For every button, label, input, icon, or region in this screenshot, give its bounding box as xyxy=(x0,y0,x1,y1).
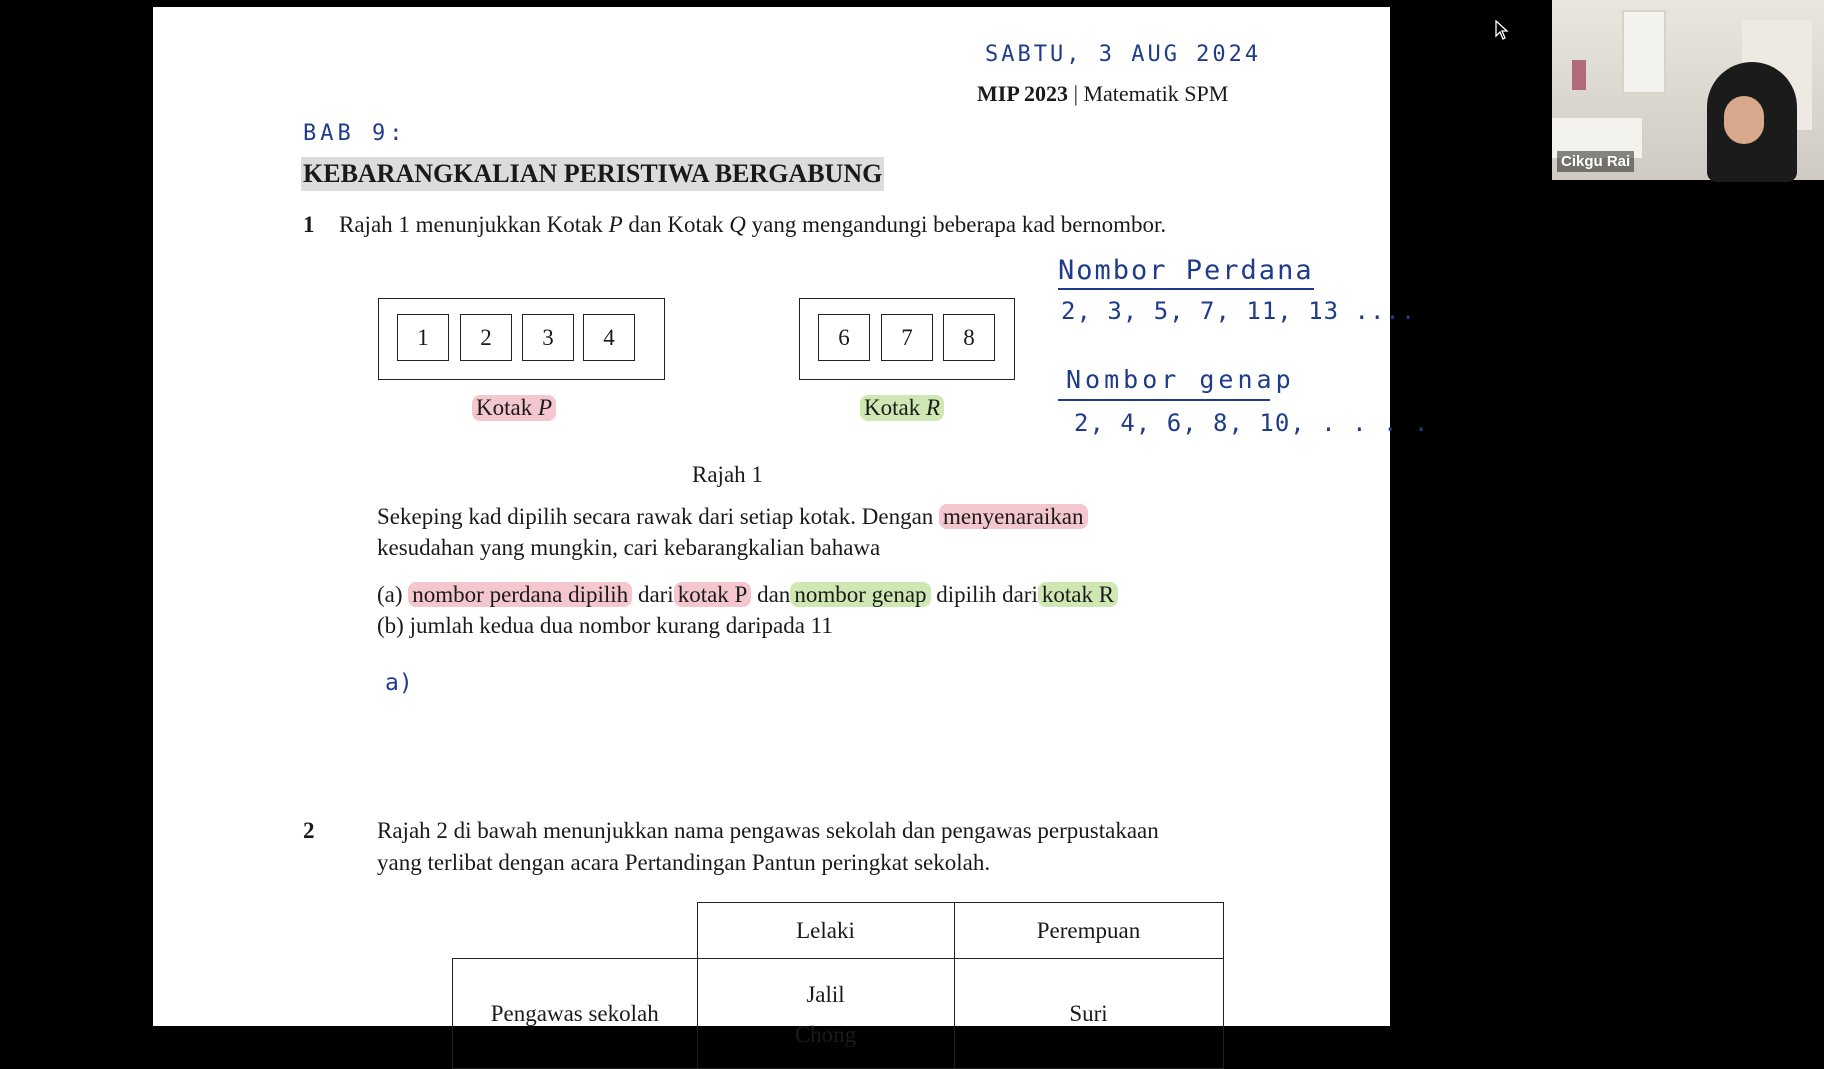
mouse-pointer-icon xyxy=(1495,20,1509,40)
table-row-label: Pengawas sekolah xyxy=(453,959,698,1069)
table-header: Lelaki xyxy=(697,903,954,959)
card: 8 xyxy=(943,314,995,361)
part-a: (a) nombor perdana dipilih dari kotak P dan nombor genap dipilih dari kotak R xyxy=(377,582,1118,608)
card: 6 xyxy=(818,314,870,361)
card: 7 xyxy=(881,314,933,361)
header-subject: Matematik SPM xyxy=(1083,81,1229,106)
box-p xyxy=(378,298,665,380)
question-2-line-2: yang terlibat dengan acara Pertandingan Pantun peringkat sekolah. xyxy=(377,850,991,875)
header-separator: | xyxy=(1068,81,1084,106)
document-header xyxy=(977,81,1228,107)
handwritten-chapter: BAB 9: xyxy=(303,121,407,146)
handwritten-even-heading: Nombor genap xyxy=(1066,365,1295,394)
prefects-table xyxy=(452,902,1224,1069)
highlight-list: menyenaraikan xyxy=(939,504,1087,529)
instruction-line-1: Sekeping kad dipilih secara rawak dari setiap kotak. Dengan menyenaraikan xyxy=(377,504,1088,530)
handwritten-underline xyxy=(1058,399,1270,401)
card: 4 xyxy=(583,314,635,361)
question-1-stem: Rajah 1 menunjukkan Kotak P dan Kotak Q yang mengandungi beberapa kad bernombor. xyxy=(339,212,1167,237)
question-2-line-1: Rajah 2 di bawah menunjukkan nama pengawas sekolah dan pengawas perpustakaan xyxy=(377,818,1159,843)
card: 3 xyxy=(522,314,574,361)
wall-frame xyxy=(1622,10,1666,94)
chapter-title: KEBARANGKALIAN PERISTIWA BERGABUNG xyxy=(301,157,884,191)
header-series: MIP 2023 xyxy=(977,81,1069,106)
table-cell: Jalil Chong xyxy=(697,959,954,1069)
table-cell: Suri xyxy=(954,959,1223,1069)
handwritten-date: SABTU, 3 AUG 2024 xyxy=(985,42,1262,67)
part-b: (b) jumlah kedua dua nombor kurang daripada 11 xyxy=(377,613,833,638)
participant-video-tile[interactable] xyxy=(1552,0,1824,180)
card: 1 xyxy=(397,314,449,361)
box-r-label: Kotak R xyxy=(860,395,944,421)
participant-name-label: Cikgu Rai xyxy=(1557,151,1634,172)
question-1-number: 1 xyxy=(303,212,315,237)
handwritten-prime-list: 2, 3, 5, 7, 11, 13 .... xyxy=(1061,297,1417,325)
figure-caption: Rajah 1 xyxy=(692,462,763,487)
instruction-line-2: kesudahan yang mungkin, cari kebarangkalian bahawa xyxy=(377,535,881,560)
shelf-book xyxy=(1572,60,1586,90)
document-page xyxy=(153,7,1430,1047)
person-face xyxy=(1724,96,1764,144)
table-corner xyxy=(453,903,698,959)
handwritten-even-list: 2, 4, 6, 8, 10, . . . . xyxy=(1074,409,1430,437)
table-header: Perempuan xyxy=(954,903,1223,959)
box-p-label: Kotak P xyxy=(472,395,556,421)
handwritten-prime-heading: Nombor Perdana xyxy=(1058,255,1314,290)
box-r xyxy=(799,298,1015,380)
question-2-number: 2 xyxy=(303,818,315,843)
card: 2 xyxy=(460,314,512,361)
handwritten-answer-a: a) xyxy=(385,670,413,696)
